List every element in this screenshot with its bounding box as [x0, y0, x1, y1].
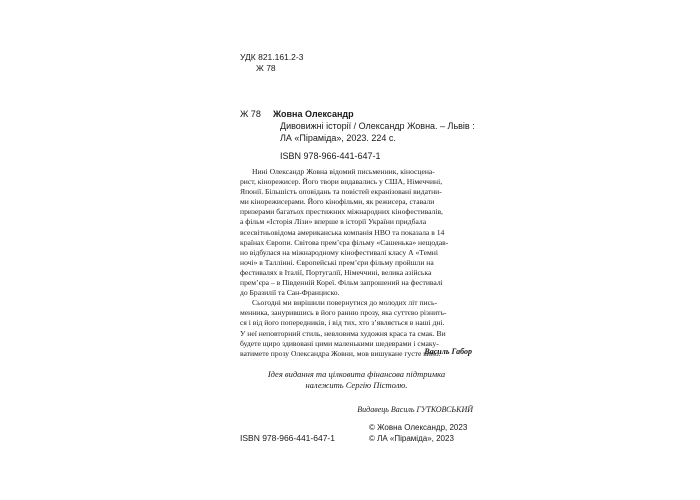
copyright-author: © Жовна Олександр, 2023 — [369, 423, 468, 432]
funding-note — [240, 369, 473, 391]
annotation-line: всесвітньовідома американська компанія HBO та показала в 14 — [240, 227, 445, 237]
annotation-line: Японії. Більшість оповідань та повістей екранізовані видатни- — [240, 187, 442, 197]
annotation-line: до Бразилії та Сан-Франциско. — [240, 288, 340, 298]
annotation-line: менника, занурившись в його ранню прозу, яка суттєво різнить- — [240, 308, 447, 318]
udk-code: УДК 821.161.2-3 — [240, 52, 304, 62]
annotation-signature: Василь Габор — [424, 347, 472, 356]
annotation-text — [240, 167, 473, 359]
udk-block — [240, 52, 303, 74]
annotation-line: ся і від його попередників, і від тих, хто з’являється в наші дні. — [240, 318, 445, 328]
annotation-line: ми кінорежисерами. Його кінофільми, як режисера, ставали — [240, 197, 435, 207]
catalog-body — [273, 108, 475, 162]
funding-note-line: належить Сергію Пістолю. — [305, 380, 408, 390]
annotation-line: призерами багатьох престижних міжнародних кінофестивалів, — [240, 207, 443, 217]
catalog-publication-line: ЛА «Піраміда», 2023. 224 с. — [280, 133, 396, 143]
annotation-line: У неї неповторний стиль, невловима художня краса та смак. Ви — [240, 328, 446, 338]
catalog-code: Ж 78 — [240, 109, 261, 119]
annotation-line: а фільм «Історія Лізи» вперше в історії України придбала — [240, 217, 427, 227]
annotation-line: рист, кінорежисер. Його твори видавались у США, Німеччині, — [240, 177, 443, 187]
annotation-line: прем’єра – в Південній Кореї. Фільм запрошений на фестивалі — [240, 278, 443, 288]
catalog-author: Жовна Олександр — [273, 109, 354, 119]
annotation-line: ночі» в Таллінні. Європейські прем’єри фільму пройшли на — [240, 257, 434, 267]
copyright-publisher: © ЛА «Піраміда», 2023 — [369, 434, 454, 443]
copyright-block — [369, 422, 467, 444]
annotation-line: ватимете прозу Олександра Жовни, мов вишукане густе вино. — [240, 348, 441, 358]
publisher-credit: Видавець Василь ГУТКОВСЬКИЙ — [357, 405, 473, 414]
author-mark: Ж 78 — [256, 63, 276, 73]
annotation-line: фестивалях в Італії, Португалії, Німеччині, велика азійська — [240, 267, 432, 277]
catalog-isbn: ISBN 978-966-441-647-1 — [280, 151, 381, 161]
annotation-line: країнах Європи. Світова прем’єра фільму «Сашенька» нещодав- — [240, 237, 449, 247]
annotation-line: но відбулася на міжнародному кінофестивалі класу А «Темні — [240, 247, 438, 257]
annotation-line: Нині Олександр Жовна відомий письменник, кіносцена- — [252, 167, 435, 176]
annotation-line: Сьогодні ми вирішили повернутися до молодих літ пись- — [252, 298, 437, 308]
footer-isbn: ISBN 978-966-441-647-1 — [240, 433, 335, 443]
funding-note-line: Ідея видання та цілковита фінансова підтримка — [267, 369, 446, 379]
catalog-title-line: Дивовижні історії / Олександр Жовна. – Львів : — [280, 121, 475, 131]
annotation-line: будете щиро здивовані цими маленькими шедеврами і смаку- — [240, 338, 439, 348]
annotation-paragraph-1 — [240, 167, 473, 298]
